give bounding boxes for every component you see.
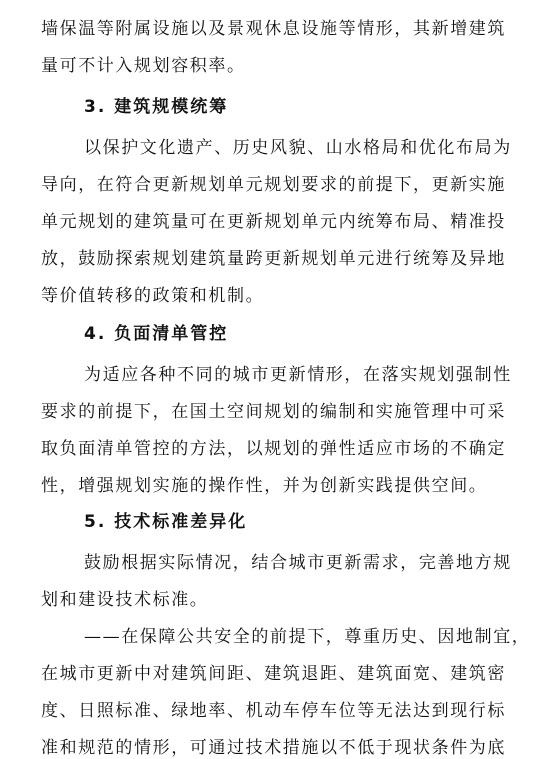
section-heading-4: 4. 负面清单管控 bbox=[84, 324, 229, 344]
body-line: 等价值转移的政策和机制。 bbox=[41, 286, 265, 306]
body-line: 墙保温等附属设施以及景观休息设施等情形，其新增建筑 bbox=[41, 19, 506, 39]
body-line: 度、日照标准、绿地率、机动车停车位等无法达到现行标 bbox=[41, 701, 506, 721]
body-line: 为适应各种不同的城市更新情形，在落实规划强制性 bbox=[84, 365, 512, 385]
body-line: 划和建设技术标准。 bbox=[41, 590, 209, 610]
body-line: 在城市更新中对建筑间距、建筑退距、建筑面宽、建筑密 bbox=[41, 664, 506, 684]
body-line: 放，鼓励探索规划建筑量跨更新规划单元进行统筹及异地 bbox=[41, 249, 506, 269]
body-line: 鼓励根据实际情况，结合城市更新需求，完善地方规 bbox=[84, 553, 512, 573]
body-line: 导向，在符合更新规划单元规划要求的前提下，更新实施 bbox=[41, 175, 506, 195]
body-line: ——在保障公共安全的前提下，尊重历史、因地制宜， bbox=[84, 627, 531, 647]
section-heading-3: 3. 建筑规模统筹 bbox=[84, 97, 229, 117]
body-line: 性，增强规划实施的操作性，并为创新实践提供空间。 bbox=[41, 476, 488, 496]
body-line: 单元规划的建筑量可在更新规划单元内统筹布局、精准投 bbox=[41, 212, 506, 232]
body-line: 以保护文化遗产、历史风貌、山水格局和优化布局为 bbox=[84, 138, 512, 158]
body-line: 取负面清单管控的方法，以规划的弹性适应市场的不确定 bbox=[41, 439, 506, 459]
body-line: 准和规范的情形，可通过技术措施以不低于现状条件为底 bbox=[41, 738, 506, 758]
section-heading-5: 5. 技术标准差异化 bbox=[84, 512, 248, 532]
body-line: 要求的前提下，在国土空间规划的编制和实施管理中可采 bbox=[41, 402, 506, 422]
body-line: 量可不计入规划容积率。 bbox=[41, 56, 246, 76]
